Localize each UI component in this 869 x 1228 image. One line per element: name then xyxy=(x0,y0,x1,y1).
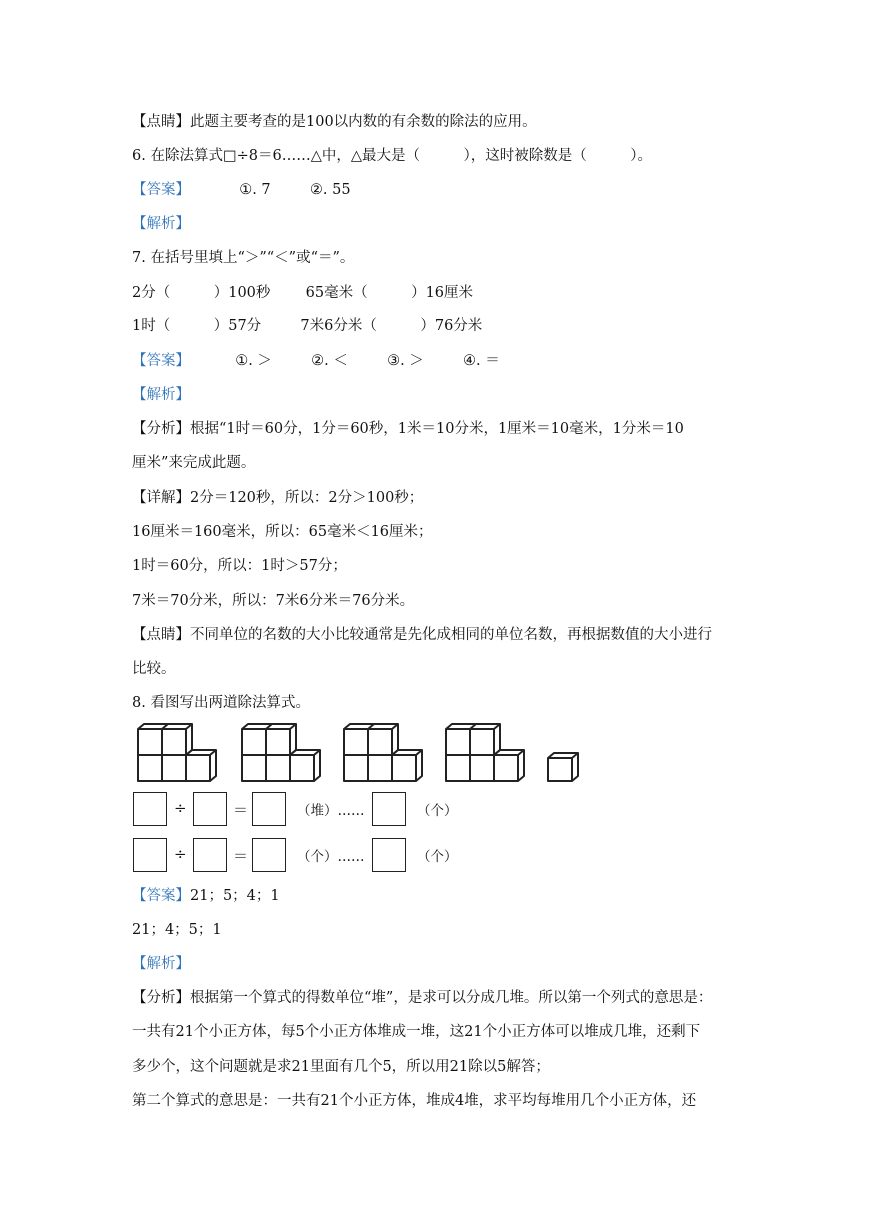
q6-jiexi-label: 【解析】 xyxy=(132,216,190,232)
divide-sign: ÷ xyxy=(174,799,187,817)
answer-box[interactable] xyxy=(372,838,406,872)
cube-stack-4 xyxy=(446,724,524,781)
q7-xiangjie-3: 1时＝60分，所以：1时＞57分； xyxy=(132,558,347,574)
q7-row-2 xyxy=(132,316,482,336)
q7-item-1: 2分（ ）100秒 xyxy=(132,285,271,301)
equals-sign: ＝ xyxy=(233,801,249,819)
answer-box[interactable] xyxy=(252,792,286,826)
q8-fenxi-1: 【分析】根据第一个算式的得数单位“堆”，是求可以分成几堆。所以第一个列式的意思是： xyxy=(132,990,713,1006)
q7-fenxi-2: 厘米”来完成此题。 xyxy=(132,455,256,471)
answer-box[interactable] xyxy=(133,838,167,872)
q7-dianjing-1: 【点睛】不同单位的名数的大小比较通常是先化成相同的单位名数，再根据数值的大小进行 xyxy=(132,627,712,643)
q7-row-1 xyxy=(132,283,473,303)
q8-jiexi-label: 【解析】 xyxy=(132,956,190,972)
question-6: 6. 在除法算式□÷8＝6……△中，△最大是（ ），这时被除数是（ ）。 xyxy=(132,148,653,164)
equals-sign: ＝ xyxy=(233,847,249,865)
answer-box[interactable] xyxy=(193,792,227,826)
q7-answer-line xyxy=(132,351,500,371)
q7-item-3: 1时（ ）57分 xyxy=(132,318,262,334)
answer-box[interactable] xyxy=(372,792,406,826)
answer-label: 【答案】 xyxy=(132,888,190,904)
cube-stacks-figure xyxy=(132,722,592,784)
q7-item-4: 7米6分米（ ）76分米 xyxy=(300,318,483,334)
unit-label: （个） xyxy=(417,803,458,819)
unit-label: （个） xyxy=(417,849,458,865)
q8-fenxi-4: 第二个算式的意思是：一共有21个小正方体，堆成4堆，求平均每堆用几个小正方体，还 xyxy=(132,1093,697,1109)
q8-answer-line xyxy=(132,886,280,906)
q7-answer-3: ③. ＞ xyxy=(387,353,424,369)
q6-answer-1: ①. 7 xyxy=(239,182,271,198)
cube-stack-2 xyxy=(242,724,320,781)
q8-answer-2: 21；4；5；1 xyxy=(132,922,222,938)
q7-answer-1: ①. ＞ xyxy=(235,353,272,369)
unit-label: （个）…… xyxy=(297,849,365,865)
cube-stack-3 xyxy=(344,724,422,781)
q7-fenxi-1: 【分析】根据“1时＝60分，1分＝60秒，1米＝10分米，1厘米＝10毫米，1分米＝10 xyxy=(132,421,684,437)
q6-answer-2: ②. 55 xyxy=(309,182,351,198)
cube-stack-1 xyxy=(138,724,216,781)
q8-fenxi-3: 多少个，这个问题就是求21里面有几个5，所以用21除以5解答； xyxy=(132,1059,550,1075)
q8-answer-1: 21；5；4；1 xyxy=(190,888,280,904)
divide-sign: ÷ xyxy=(174,845,187,863)
answer-box[interactable] xyxy=(193,838,227,872)
question-8: 8. 看图写出两道除法算式。 xyxy=(132,695,310,711)
answer-label: 【答案】 xyxy=(132,353,190,369)
q7-answer-2: ②. ＜ xyxy=(311,353,348,369)
q8-fenxi-2: 一共有21个小正方体，每5个小正方体堆成一堆，这21个小正方体可以堆成几堆，还剩下 xyxy=(132,1024,701,1040)
unit-label: （堆）…… xyxy=(297,803,365,819)
answer-label: 【答案】 xyxy=(132,182,190,198)
q7-dianjing-2: 比较。 xyxy=(132,661,176,677)
q7-answer-4: ④. ＝ xyxy=(463,353,500,369)
q7-xiangjie-2: 16厘米＝160毫米，所以：65毫米＜16厘米； xyxy=(132,524,433,540)
single-cube xyxy=(548,753,578,781)
q7-xiangjie-4: 7米＝70分米，所以：7米6分米＝76分米。 xyxy=(132,593,415,609)
q6-answer-line xyxy=(132,180,351,200)
q7-xiangjie-1: 【详解】2分＝120秒，所以：2分＞100秒； xyxy=(132,490,424,506)
answer-box[interactable] xyxy=(252,838,286,872)
dianjing-line: 【点睛】此题主要考查的是100以内数的有余数的除法的应用。 xyxy=(132,114,537,130)
q7-item-2: 65毫米（ ）16厘米 xyxy=(305,285,474,301)
q7-jiexi-label: 【解析】 xyxy=(132,387,190,403)
question-7: 7. 在括号里填上“＞”“＜”或“＝”。 xyxy=(132,250,355,266)
answer-box[interactable] xyxy=(133,792,167,826)
